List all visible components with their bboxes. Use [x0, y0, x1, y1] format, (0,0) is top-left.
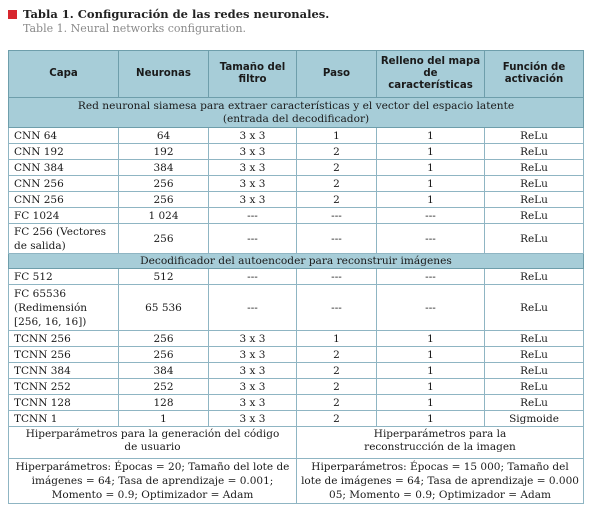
table-caption: [8, 6, 583, 36]
cell-activation: ReLu: [485, 160, 584, 176]
cell-layer: TCNN 252: [9, 379, 119, 395]
cell-filter-size: ---: [209, 285, 297, 331]
cell-padding: 1: [377, 144, 485, 160]
caption-title-row: [8, 6, 583, 22]
cell-padding: 1: [377, 128, 485, 144]
cell-filter-size: ---: [209, 224, 297, 254]
red-square-icon: [8, 10, 17, 19]
cell-neurons: 192: [119, 144, 209, 160]
cell-filter-size: ---: [209, 208, 297, 224]
cell-stride: ---: [297, 285, 377, 331]
cell-layer: FC 65536 (Redimensión [256, 16, 16]): [9, 285, 119, 331]
cell-filter-size: 3 x 3: [209, 128, 297, 144]
cell-activation: ReLu: [485, 363, 584, 379]
hyperparameters-reconstruction-title: Hiperparámetros para la reconstrucción de la imagen: [297, 427, 584, 459]
column-header-padding: Relleno del mapa de características: [377, 51, 485, 98]
table-row: [9, 379, 584, 395]
cell-activation: ReLu: [485, 176, 584, 192]
cell-filter-size: 3 x 3: [209, 144, 297, 160]
cell-filter-size: 3 x 3: [209, 363, 297, 379]
column-header-stride: Paso: [297, 51, 377, 98]
table-row: [9, 208, 584, 224]
cell-layer: FC 1024: [9, 208, 119, 224]
cell-stride: 2: [297, 144, 377, 160]
cell-activation: ReLu: [485, 395, 584, 411]
cell-activation: ReLu: [485, 224, 584, 254]
cell-padding: ---: [377, 269, 485, 285]
cell-stride: 2: [297, 379, 377, 395]
cell-stride: 2: [297, 347, 377, 363]
column-header-layer: Capa: [9, 51, 119, 98]
cell-activation: Sigmoide: [485, 411, 584, 427]
cell-activation: ReLu: [485, 128, 584, 144]
cell-filter-size: 3 x 3: [209, 347, 297, 363]
cell-stride: 2: [297, 411, 377, 427]
table-body: [9, 98, 584, 504]
column-header-neurons: Neuronas: [119, 51, 209, 98]
cell-layer: FC 256 (Vectores de salida): [9, 224, 119, 254]
cell-neurons: 384: [119, 160, 209, 176]
cell-layer: TCNN 384: [9, 363, 119, 379]
cell-layer: TCNN 256: [9, 347, 119, 363]
cell-stride: 1: [297, 128, 377, 144]
cell-filter-size: 3 x 3: [209, 411, 297, 427]
cell-activation: ReLu: [485, 269, 584, 285]
cell-padding: 1: [377, 379, 485, 395]
cell-filter-size: 3 x 3: [209, 192, 297, 208]
section-autoencoder-decoder: [9, 254, 584, 269]
table-row: [9, 411, 584, 427]
caption-title-es: Tabla 1. Configuración de las redes neuronales.: [23, 7, 330, 21]
table-row: [9, 269, 584, 285]
cell-padding: 1: [377, 331, 485, 347]
section-siamese-encoder: [9, 98, 584, 128]
cell-padding: ---: [377, 208, 485, 224]
cell-layer: CNN 256: [9, 176, 119, 192]
cell-activation: ReLu: [485, 144, 584, 160]
table-row: [9, 128, 584, 144]
column-header-activation: Función de activación: [485, 51, 584, 98]
caption-title-en: Table 1. Neural networks configuration.: [23, 22, 247, 35]
hyperparameters-title-row: [9, 427, 584, 459]
cell-neurons: 256: [119, 224, 209, 254]
cell-activation: ReLu: [485, 192, 584, 208]
cell-padding: 1: [377, 176, 485, 192]
cell-padding: ---: [377, 224, 485, 254]
cell-padding: 1: [377, 347, 485, 363]
cell-layer: TCNN 256: [9, 331, 119, 347]
hyperparameters-values-row: [9, 459, 584, 504]
cell-padding: 1: [377, 363, 485, 379]
cell-stride: ---: [297, 224, 377, 254]
cell-stride: 2: [297, 363, 377, 379]
cell-filter-size: 3 x 3: [209, 379, 297, 395]
cell-activation: ReLu: [485, 331, 584, 347]
cell-neurons: 512: [119, 269, 209, 285]
cell-stride: ---: [297, 208, 377, 224]
cell-activation: ReLu: [485, 379, 584, 395]
table-row: [9, 224, 584, 254]
cell-stride: 2: [297, 160, 377, 176]
cell-filter-size: 3 x 3: [209, 160, 297, 176]
cell-activation: ReLu: [485, 347, 584, 363]
cell-stride: 2: [297, 395, 377, 411]
cell-neurons: 256: [119, 192, 209, 208]
cell-neurons: 1 024: [119, 208, 209, 224]
cell-neurons: 252: [119, 379, 209, 395]
hyperparameters-code-title: Hiperparámetros para la generación del código de usuario: [9, 427, 297, 459]
cell-padding: 1: [377, 160, 485, 176]
cell-stride: ---: [297, 269, 377, 285]
cell-neurons: 64: [119, 128, 209, 144]
cell-layer: FC 512: [9, 269, 119, 285]
cell-neurons: 384: [119, 363, 209, 379]
cell-filter-size: ---: [209, 269, 297, 285]
hyperparameters-reconstruction-values: Hiperparámetros: Épocas = 15 000; Tamaño del lote de imágenes = 64; Tasa de aprendizaje = 0.000 05; Momento = 0.9; Optimizador = Adam: [297, 459, 584, 504]
table-row: [9, 176, 584, 192]
table-row: [9, 347, 584, 363]
cell-stride: 2: [297, 192, 377, 208]
cell-neurons: 256: [119, 347, 209, 363]
cell-stride: 2: [297, 176, 377, 192]
cell-layer: TCNN 1: [9, 411, 119, 427]
table-row: [9, 285, 584, 331]
column-header-filter-size: Tamaño del filtro: [209, 51, 297, 98]
cell-layer: CNN 64: [9, 128, 119, 144]
cell-neurons: 1: [119, 411, 209, 427]
cell-neurons: 65 536: [119, 285, 209, 331]
cell-filter-size: 3 x 3: [209, 395, 297, 411]
cell-activation: ReLu: [485, 285, 584, 331]
table-row: [9, 144, 584, 160]
table-row: [9, 160, 584, 176]
section-autoencoder-decoder-label: Decodificador del autoencoder para reconstruir imágenes: [9, 254, 584, 269]
cell-padding: ---: [377, 285, 485, 331]
cell-layer: TCNN 128: [9, 395, 119, 411]
cell-stride: 1: [297, 331, 377, 347]
cell-neurons: 128: [119, 395, 209, 411]
table-row: [9, 363, 584, 379]
cell-neurons: 256: [119, 331, 209, 347]
cell-layer: CNN 256: [9, 192, 119, 208]
cell-padding: 1: [377, 395, 485, 411]
cell-neurons: 256: [119, 176, 209, 192]
section-siamese-encoder-label: Red neuronal siamesa para extraer características y el vector del espacio latente (entrada del decodificador): [9, 98, 584, 128]
hyperparameters-code-values: Hiperparámetros: Épocas = 20; Tamaño del lote de imágenes = 64; Tasa de aprendizaje = 0.001; Momento = 0.9; Optimizador = Adam: [9, 459, 297, 504]
cell-filter-size: 3 x 3: [209, 331, 297, 347]
cell-layer: CNN 192: [9, 144, 119, 160]
header-row: [9, 51, 584, 98]
neural-network-config-table: [8, 50, 584, 504]
table-row: [9, 395, 584, 411]
table-row: [9, 192, 584, 208]
cell-activation: ReLu: [485, 208, 584, 224]
table-header: [9, 51, 584, 98]
table-row: [9, 331, 584, 347]
cell-padding: 1: [377, 411, 485, 427]
cell-layer: CNN 384: [9, 160, 119, 176]
cell-padding: 1: [377, 192, 485, 208]
cell-filter-size: 3 x 3: [209, 176, 297, 192]
